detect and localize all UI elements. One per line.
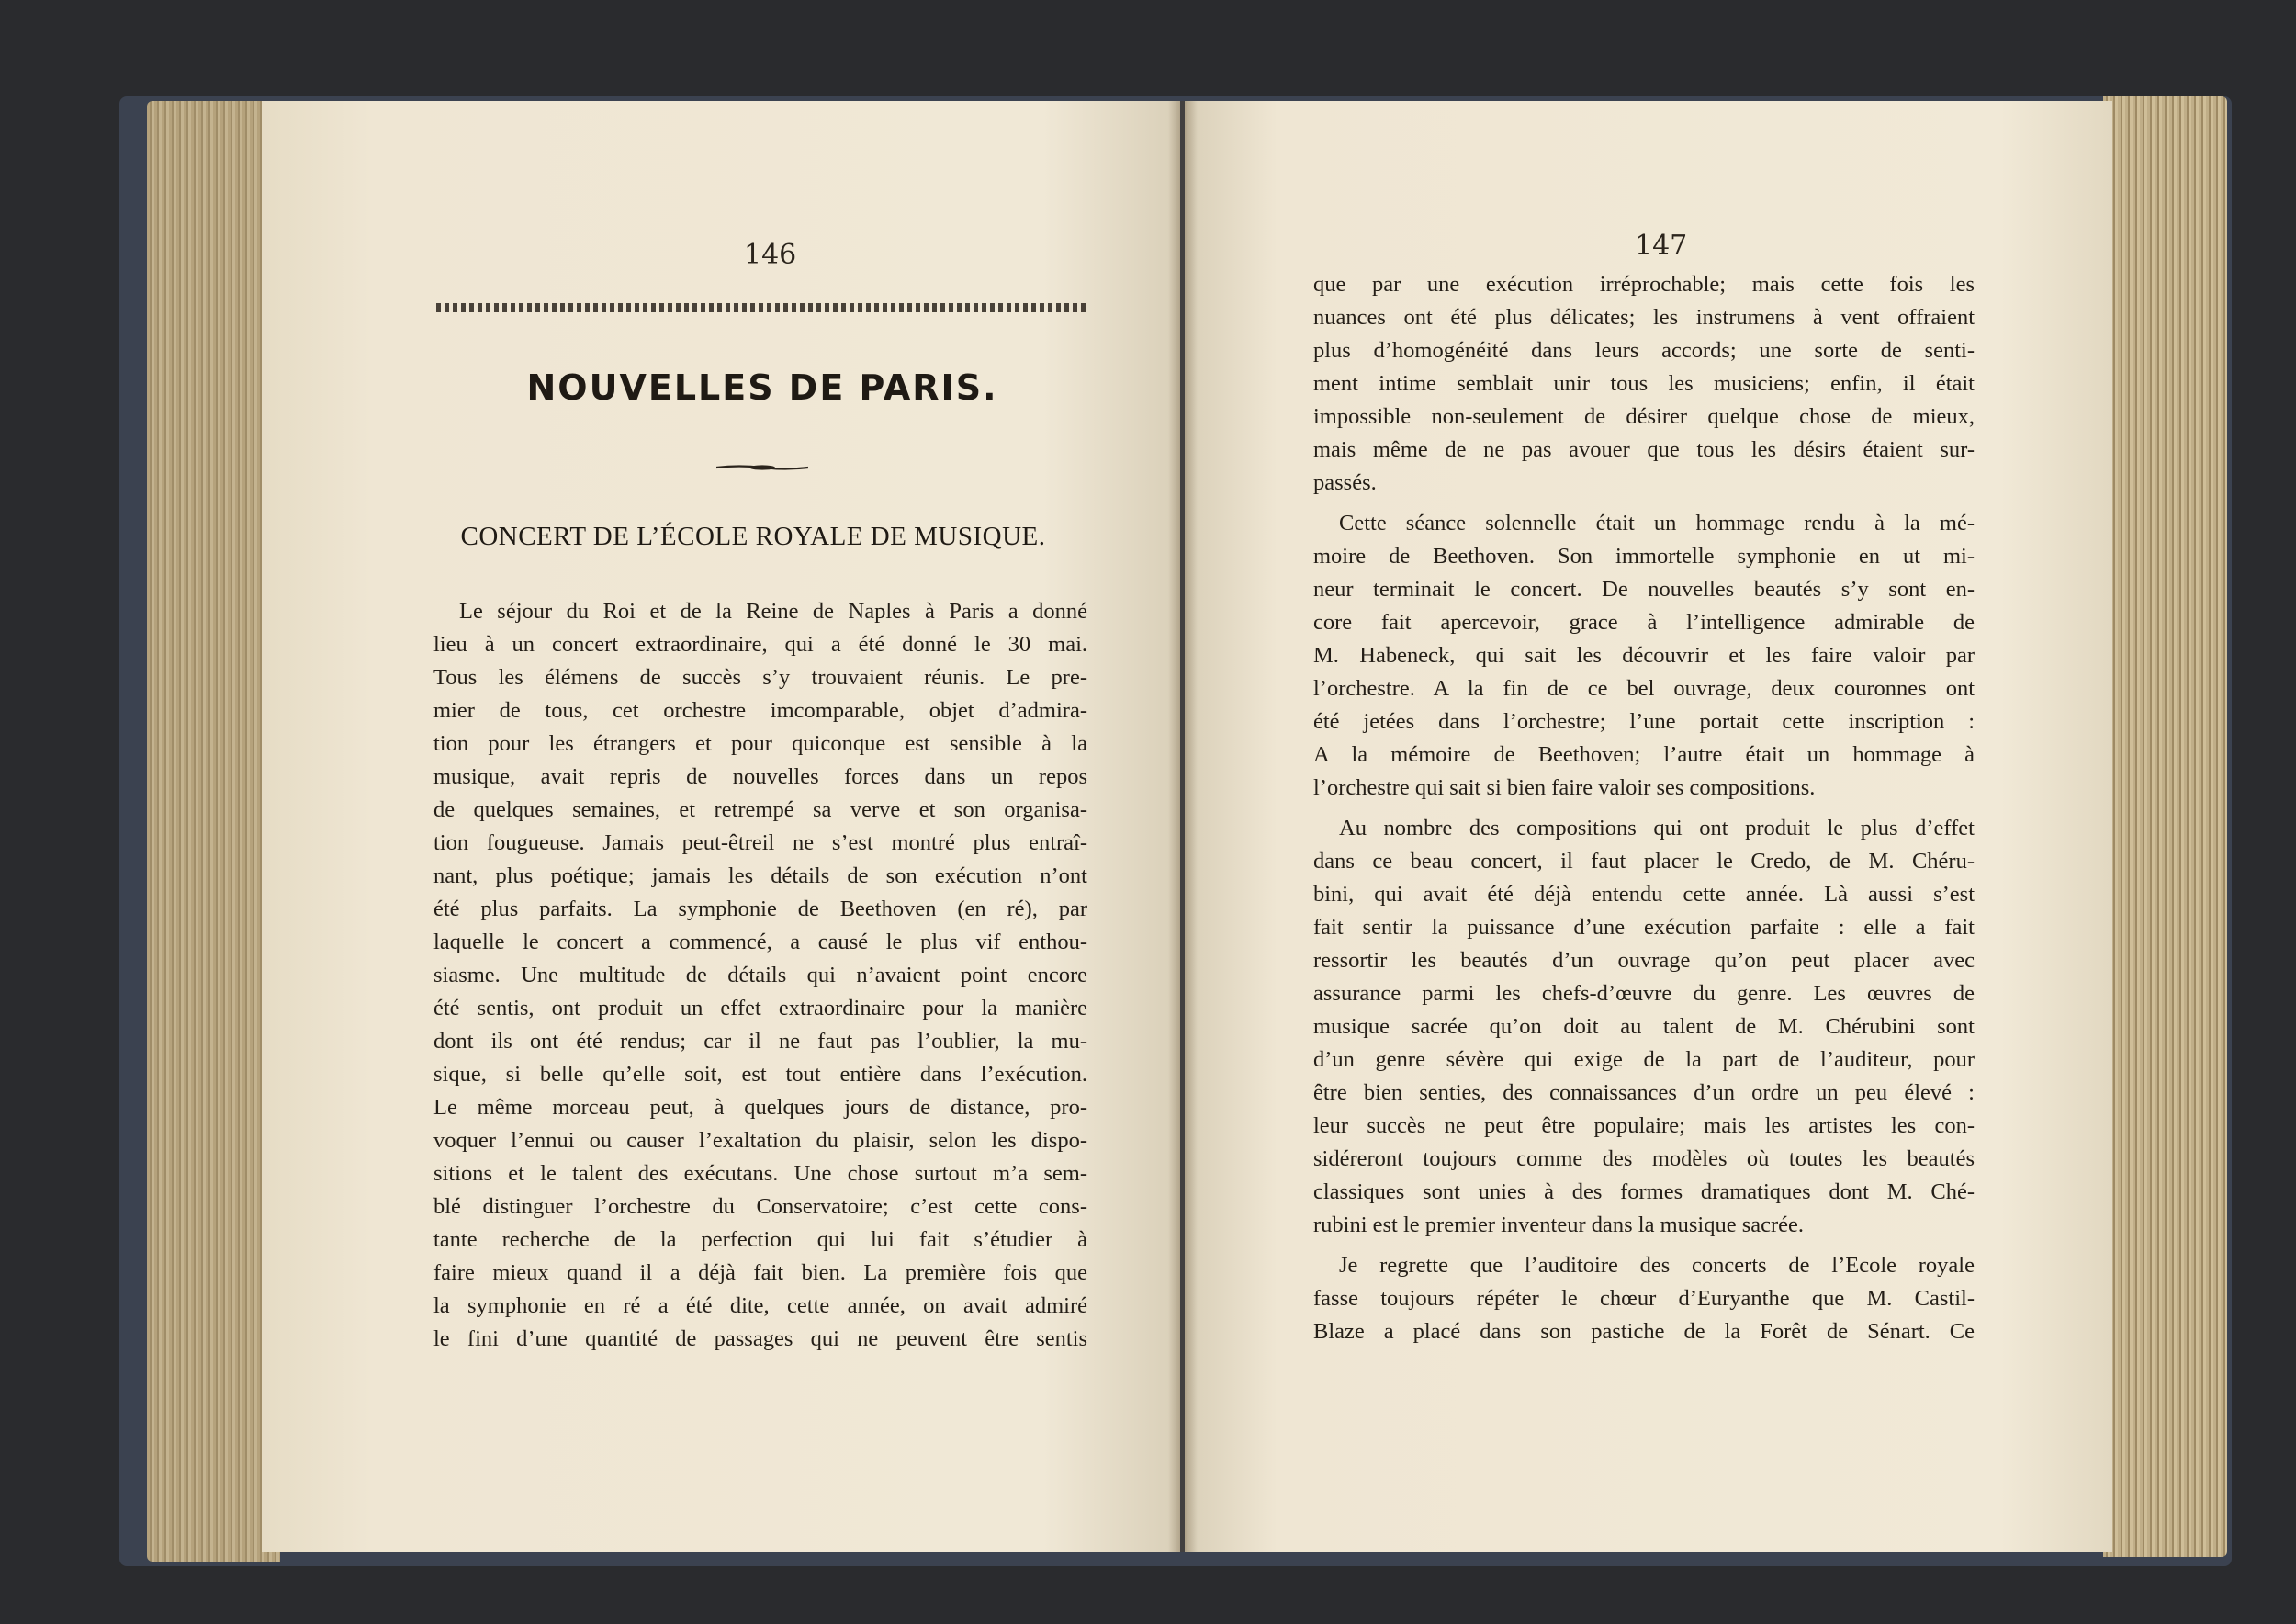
text-line: de quelques semaines, et retrempé sa verve et son organisa- [433,797,1087,822]
page-number: 147 [1635,230,1688,262]
text-line: sitions et le talent des exécutans. Une chose surtout m’a sem- [433,1161,1087,1186]
article-body-continued [1313,268,1975,1348]
text-line: sique, si belle qu’elle soit, est tout entière dans l’exécution. [433,1062,1087,1087]
text-line: blé distinguer l’orchestre du Conservatoire; c’est cette cons- [433,1194,1087,1219]
text-line: assurance parmi les chefs-d’œuvre du genre. Les œuvres de [1313,981,1975,1006]
text-line: nant, plus poétique; jamais les détails de son exécution n’ont [433,863,1087,888]
text-line: Blaze a placé dans son pastiche de la Forêt de Sénart. Ce [1313,1319,1975,1344]
text-line: été sentis, ont produit un effet extraordinaire pour la manière [433,996,1087,1021]
paragraph [1313,268,1975,500]
text-line: fasse toujours répéter le chœur d’Euryanthe que M. Castil- [1313,1286,1975,1311]
text-line: d’un genre sévère qui exige de la part de l’auditeur, pour [1313,1047,1975,1072]
text-line: l’orchestre. A la fin de ce bel ouvrage, deux couronnes ont [1313,676,1975,701]
text-line: siasme. Une multitude de détails qui n’avaient point encore [433,963,1087,987]
book-gutter [1168,101,1198,1552]
text-line: passés. [1313,470,1377,495]
article-body [433,595,1087,1356]
paragraph [1313,507,1975,805]
paragraph [1313,1249,1975,1348]
text-line: nuances ont été plus délicates; les instrumens à vent offraient [1313,305,1975,330]
text-line: classiques sont unies à des formes dramatiques dont M. Ché- [1313,1179,1975,1204]
text-line: Cette séance solennelle était un hommage rendu à la mé- [1339,511,1975,536]
section-heading: NOUVELLES DE PARIS. [526,367,998,408]
text-line: M. Habeneck, qui sait les découvrir et les faire valoir par [1313,643,1975,668]
text-line: Au nombre des compositions qui ont produit le plus d’effet [1339,816,1975,840]
page-edges-left [147,101,280,1562]
text-line: rubini est le premier inventeur dans la musique sacrée. [1313,1212,1805,1237]
text-line: sidéreront toujours comme des modèles où toutes les beautés [1313,1146,1975,1171]
text-line: mais même de ne pas avouer que tous les désirs étaient sur- [1313,437,1975,462]
text-line: impossible non-seulement de désirer quelque chose de mieux, [1313,404,1975,429]
text-line: été jetées dans l’orchestre; l’une portait cette inscription : [1313,709,1975,734]
text-line: faire mieux quand il a déjà fait bien. La première fois que [433,1260,1087,1285]
decorative-rule [436,303,1088,312]
page-number: 146 [744,239,797,271]
text-line: dans ce beau concert, il faut placer le Credo, de M. Chéru- [1313,849,1975,874]
text-line: voquer l’ennui ou causer l’exaltation du plaisir, selon les dispo- [433,1128,1087,1153]
text-line: leur succès ne peut être populaire; mais les artistes les con- [1313,1113,1975,1138]
text-line: fait sentir la puissance d’une exécution parfaite : elle a fait [1313,915,1975,940]
text-line: bini, qui avait été déjà entendu cette année. Là aussi s’est [1313,882,1975,907]
text-line: plus d’homogénéité dans leurs accords; une sorte de senti- [1313,338,1975,363]
paragraph [1313,812,1975,1242]
text-line: musique sacrée qu’on doit au talent de M. Chérubini sont [1313,1014,1975,1039]
text-line: tante recherche de la perfection qui lui fait s’étudier à [433,1227,1087,1252]
text-line: Le même morceau peut, à quelques jours de distance, pro- [433,1095,1087,1120]
text-line: ment intime semblait unir tous les musiciens; enfin, il était [1313,371,1975,396]
text-line: Je regrette que l’auditoire des concerts de l’Ecole royale [1339,1253,1975,1278]
text-line: A la mémoire de Beethoven; l’autre était un hommage à [1313,742,1975,767]
right-page [1185,101,2112,1552]
text-line: ressortir les beautés d’un ouvrage qu’on peut placer avec [1313,948,1975,973]
text-line: l’orchestre qui sait si bien faire valoir ses compositions. [1313,775,1816,800]
page-edges-right [2103,96,2227,1557]
ornament-divider [716,464,808,471]
text-line: le fini d’une quantité de passages qui ne peuvent être sentis [433,1326,1087,1351]
text-line: mier de tous, cet orchestre imcomparable, objet d’admira- [433,698,1087,723]
article-title: CONCERT DE L’ÉCOLE ROYALE DE MUSIQUE. [460,522,1046,551]
text-line: Tous les élémens de succès s’y trouvaient réunis. Le pre- [433,665,1087,690]
text-line: été plus parfaits. La symphonie de Beethoven (en ré), par [433,897,1087,921]
text-line: la symphonie en ré a été dite, cette année, on avait admiré [433,1293,1087,1318]
text-line: tion pour les étrangers et pour quiconque est sensible à la [433,731,1087,756]
text-line: musique, avait repris de nouvelles forces dans un repos [433,764,1087,789]
text-line: tion fougueuse. Jamais peut-êtreil ne s’est montré plus entraî- [433,830,1087,855]
text-line: moire de Beethoven. Son immortelle symphonie en ut mi- [1313,544,1975,569]
left-page [262,101,1180,1552]
text-line: Le séjour du Roi et de la Reine de Naples à Paris a donné [459,599,1087,624]
text-line: laquelle le concert a commencé, a causé le plus vif enthou- [433,930,1087,954]
text-line: que par une exécution irréprochable; mais cette fois les [1313,272,1975,297]
text-line: dont ils ont été rendus; car il ne faut pas l’oublier, la mu- [433,1029,1087,1054]
text-line: lieu à un concert extraordinaire, qui a été donné le 30 mai. [433,632,1087,657]
text-line: core fait apercevoir, grace à l’intelligence admirable de [1313,610,1975,635]
text-line: neur terminait le concert. De nouvelles beautés s’y sont en- [1313,577,1975,602]
text-line: être bien senties, des connaissances d’un ordre un peu élevé : [1313,1080,1975,1105]
